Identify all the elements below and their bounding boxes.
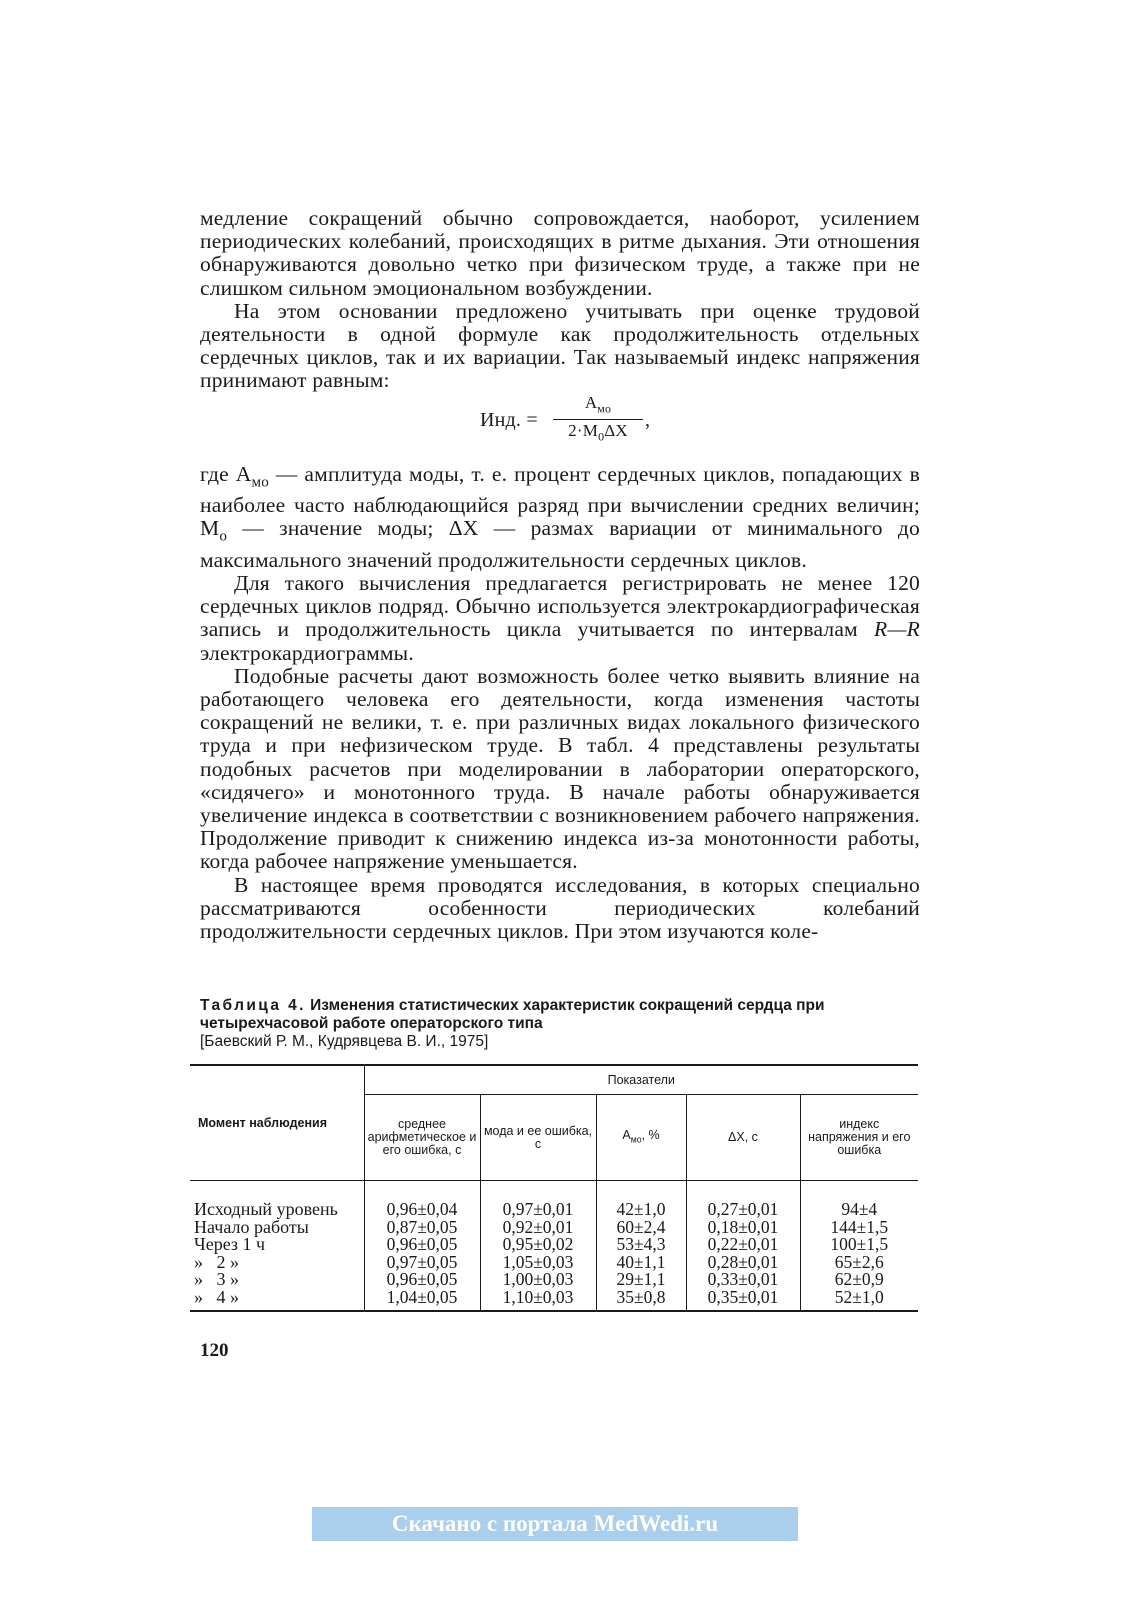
cell-index: 52±1,0 (800, 1289, 918, 1312)
group-header: Показатели (364, 1065, 918, 1095)
cell-mode: 1,05±0,03 (480, 1254, 596, 1272)
formula-numerator: $А_{мо}$ (553, 393, 643, 420)
cell-mode: 1,00±0,03 (480, 1271, 596, 1289)
cell-mean: 0,96±0,05 (364, 1236, 480, 1254)
row-label: Исходный уровень (194, 1199, 338, 1219)
row-label: Начало работы (194, 1216, 309, 1237)
table-source: [Баевский Р. М., Кудрявцева В. И., 1975] (200, 1033, 489, 1050)
cell-mode: 0,97±0,01 (480, 1181, 596, 1219)
formula-denominator: $2\cdot М_0\Delta Х$ (568, 421, 628, 444)
cell-range: 0,33±0,01 (686, 1271, 800, 1289)
table-row (190, 1289, 918, 1312)
cell-range: 0,28±0,01 (686, 1254, 800, 1272)
table-row (190, 1271, 918, 1289)
data-table (190, 1064, 918, 1312)
cell-range: 0,18±0,01 (686, 1219, 800, 1237)
cell-mean: 0,96±0,05 (364, 1271, 480, 1289)
formula-lhs: Инд. = (480, 408, 538, 431)
formula-fraction (553, 393, 643, 447)
page-number: 120 (200, 1340, 229, 1361)
paragraph-5: Подобные расчеты дают возможность более четко выявить влияние на работающего человека его деятельности, когда изменения частоты сокращений не велики, т. е. при различных видах локального физического труда и при нефизическом труде. В табл. 4 представлены результаты подобных расчетов при моделировании в лаборатории операторского, «сидячего» и монотонного труда. В начале работы обнаруживается увеличение индекса в соответствии с возникновением рабочего напряжения. Продолжение приводит к снижению индекса из-за монотонности работы, когда рабочее напряжение уменьшается. (200, 663, 920, 874)
cell-range: 0,35±0,01 (686, 1289, 800, 1312)
paragraph-2: На этом основании предложено учитывать при оценке трудовой деятельности в одной формуле как продолжительность отдельных сердечных циклов, так и их вариации. Так называемый индекс напряжения принимают равным: (200, 298, 920, 393)
row-label: » 3 » (194, 1269, 239, 1289)
paragraph-1: медление сокращений обычно сопровождается, наоборот, усилением периодических колебаний, происходящих в ритме дыхания. Эти отношения обнаруживаются довольно четко при физическом труде, а также при не слишком сильном эмоциональном возбуждении. (200, 206, 920, 300)
column-header-range: ΔХ, с (686, 1095, 800, 1181)
row-label: » 2 » (194, 1251, 239, 1272)
cell-mean: 1,04±0,05 (364, 1289, 480, 1312)
cell-index: 62±0,9 (800, 1271, 918, 1289)
cell-index: 94±4 (800, 1181, 918, 1219)
column-header-index: индекс напряжения и его ошибка (800, 1095, 918, 1181)
formula-comma: , (645, 408, 651, 431)
table-label: Таблица 4. (200, 997, 306, 1014)
table-4 (190, 1064, 918, 1312)
cell-range: 0,22±0,01 (686, 1236, 800, 1254)
cell-mean: 0,96±0,04 (364, 1181, 480, 1219)
paragraph-4: Для такого вычисления предлагается регистрировать не менее 120 сердечных циклов подряд. Обычно используется электрокардиографическая запись и продолжительность цикла учитывается по интервалам R—R электрокардиограммы. (200, 571, 920, 665)
cell-amo: 42±1,0 (596, 1181, 686, 1219)
cell-index: 100±1,5 (800, 1236, 918, 1254)
row-label: » 4 » (190, 1289, 364, 1312)
cell-amo: 29±1,1 (596, 1271, 686, 1289)
cell-range: 0,27±0,01 (686, 1181, 800, 1219)
paragraph-3: где $А_{мо}$ — амплитуда моды, т. е. процент сердечных циклов, попадающих в наиболее часто наблюдающийся разряд при вычислении средних величин; $М_о$ — значение моды; ΔХ — размах вариации от минимального до максимального значений продолжительности сердечных циклов. (200, 461, 920, 572)
cell-amo: 35±0,8 (596, 1289, 686, 1312)
cell-mean: 0,97±0,05 (364, 1254, 480, 1272)
cell-mean: 0,87±0,05 (364, 1219, 480, 1237)
watermark-banner[interactable]: Скачано с портала MedWedi.ru (312, 1507, 798, 1541)
cell-mode: 0,92±0,01 (480, 1219, 596, 1237)
table-row (190, 1236, 918, 1254)
row-header: Момент наблюдения (190, 1065, 364, 1181)
table-title: Изменения статистических характеристик сокращений сердца при четырехчасовой работе операторского типа (200, 997, 825, 1032)
cell-mode: 1,10±0,03 (480, 1289, 596, 1312)
cell-index: 144±1,5 (800, 1219, 918, 1237)
row-label: Через 1 ч (194, 1234, 266, 1254)
column-header-mean: среднее арифметическое и его ошибка, с (364, 1095, 480, 1181)
cell-index: 65±2,6 (800, 1254, 918, 1272)
table-row (190, 1181, 918, 1219)
tension-index-formula (200, 393, 920, 463)
cell-mode: 0,95±0,02 (480, 1236, 596, 1254)
cell-amo: 60±2,4 (596, 1219, 686, 1237)
paragraph-6: В настоящее время проводятся исследования, в которых специально рассматриваются особенности периодических колебаний продолжительности сердечных циклов. При этом изучаются коле- (200, 872, 920, 944)
column-header-mode: мода и ее ошибка, с (480, 1095, 596, 1181)
cell-amo: 40±1,1 (596, 1254, 686, 1272)
table-caption (200, 997, 920, 1051)
cell-amo: 53±4,3 (596, 1236, 686, 1254)
column-header-amo: $А_{мо}$, % (596, 1095, 686, 1181)
body-text (200, 207, 920, 943)
